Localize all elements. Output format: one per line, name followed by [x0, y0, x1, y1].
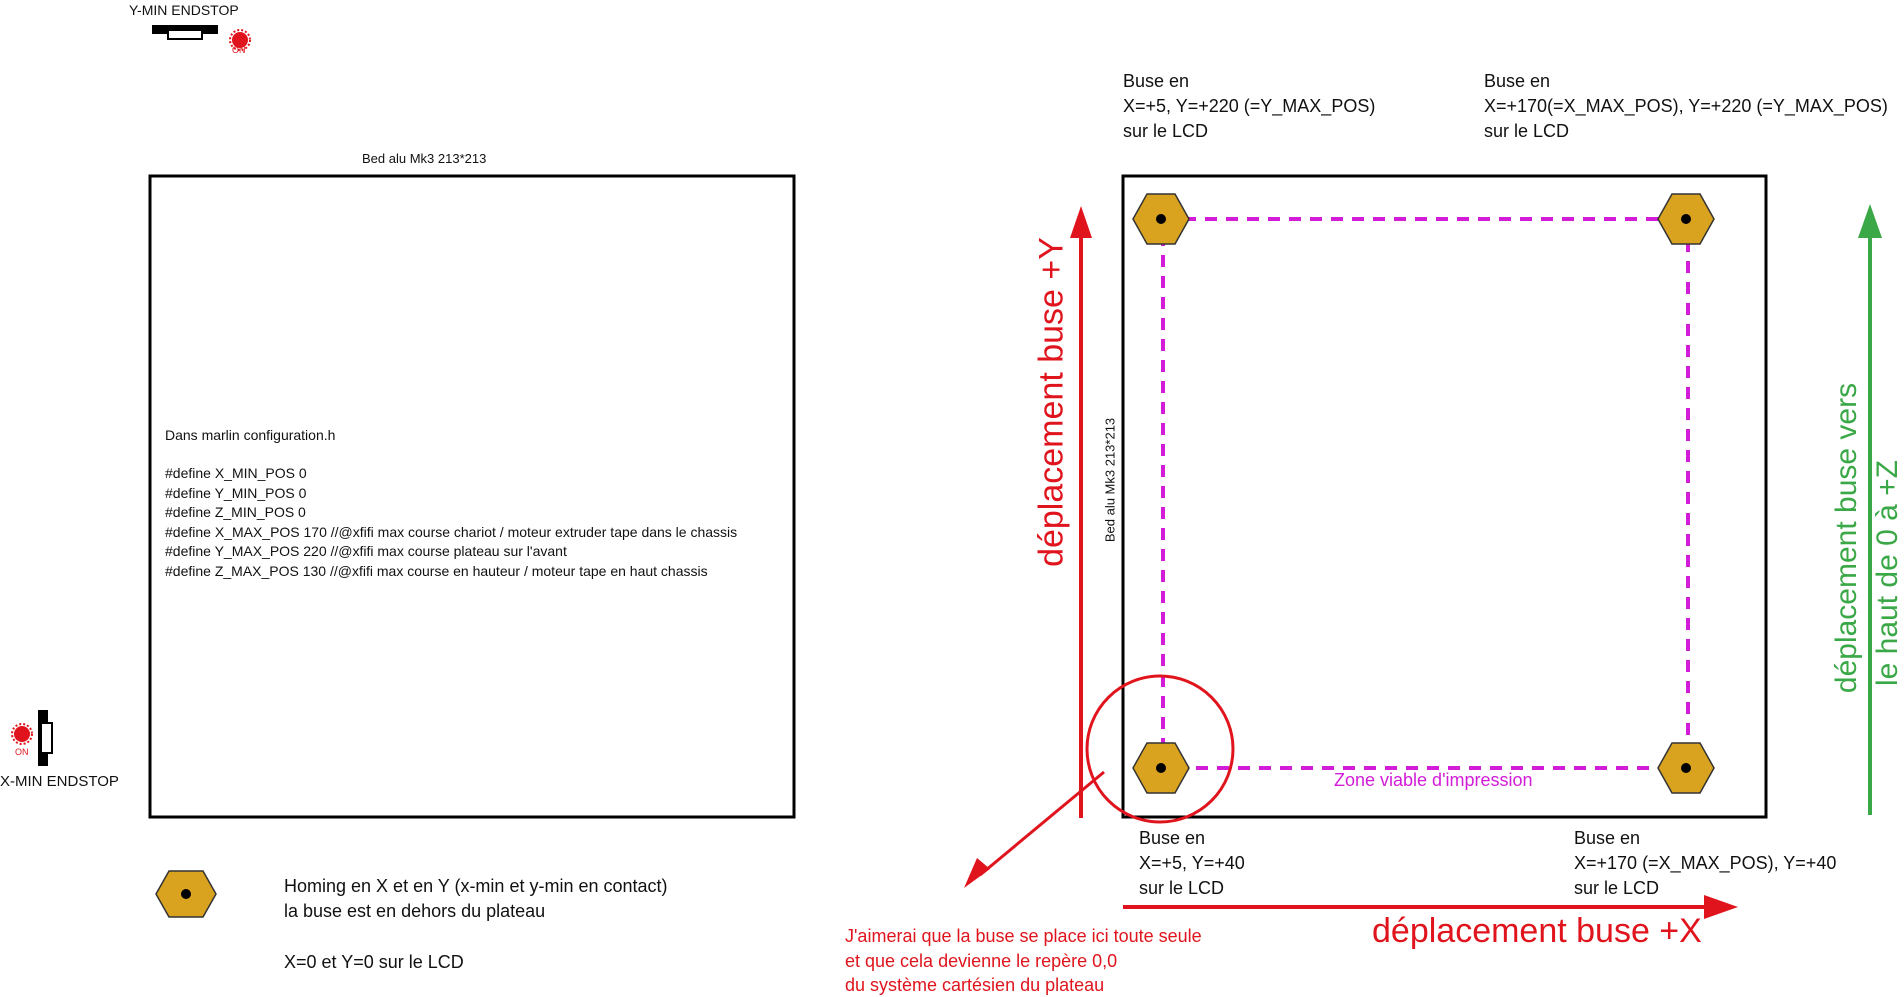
nozzle-top-right-icon [1658, 194, 1714, 244]
homing-line-2: la buse est en dehors du plateau [284, 901, 546, 921]
config-line-4: #define X_MAX_POS 170 //@xfifi max course chariot / moteur extruder tape dans le chassis [165, 524, 738, 540]
note-pointer-arrow-icon [964, 772, 1104, 888]
x-endstop-label: X-MIN ENDSTOP [0, 773, 119, 790]
y-axis-label: déplacement buse +Y [1032, 237, 1071, 567]
right-bed-label-vertical: Bed alu Mk3 213*213 [1102, 417, 1118, 543]
nozzle-top-left-icon [1133, 194, 1189, 244]
left-bed-label: Bed alu Mk3 213*213 [362, 151, 487, 166]
bottom-left-label-3: sur le LCD [1139, 878, 1225, 898]
bottom-right-label-2: X=+170 (=X_MAX_POS), Y=+40 [1574, 853, 1837, 873]
config-line-2: #define Y_MIN_POS 0 [165, 485, 307, 501]
bottom-left-label-1: Buse en [1139, 828, 1206, 848]
bottom-right-label-3: sur le LCD [1574, 878, 1660, 898]
printable-zone-outline [1163, 219, 1688, 768]
top-right-label-3: sur le LCD [1484, 121, 1570, 141]
y-endstop-icon [152, 25, 218, 39]
z-axis-label-2: le haut de 0 à +Z [1871, 460, 1904, 686]
note-line-2: et que cela devienne le repère 0,0 [845, 951, 1118, 971]
nozzle-bottom-right-icon [1658, 743, 1714, 793]
top-right-label-2: X=+170(=X_MAX_POS), Y=+220 (=Y_MAX_POS) [1484, 96, 1888, 116]
top-left-label-2: X=+5, Y=+220 (=Y_MAX_POS) [1123, 96, 1376, 116]
x-endstop-state: ON [15, 747, 29, 757]
right-bed-outline [1123, 176, 1766, 817]
top-right-label-1: Buse en [1484, 71, 1551, 91]
y-axis-arrow-icon [1070, 206, 1092, 818]
y-endstop-state: ON [232, 45, 246, 55]
homing-nozzle-icon [156, 871, 216, 917]
y-endstop-label: Y-MIN ENDSTOP [129, 2, 239, 18]
config-line-5: #define Y_MAX_POS 220 //@xfifi max course plateau sur l'avant [165, 543, 567, 559]
x-endstop-icon [38, 710, 52, 766]
bottom-right-label-1: Buse en [1574, 828, 1641, 848]
bottom-left-label-2: X=+5, Y=+40 [1139, 853, 1245, 873]
config-title: Dans marlin configuration.h [165, 427, 336, 443]
note-line-3: du système cartésien du plateau [845, 975, 1105, 995]
note-line-1: J'aimerai que la buse se place ici toute seule [845, 926, 1202, 946]
zone-label: Zone viable d'impression [1334, 770, 1533, 790]
nozzle-bottom-left-icon [1133, 743, 1189, 793]
z-axis-label-1: déplacement buse vers [1830, 382, 1863, 694]
config-line-3: #define Z_MIN_POS 0 [165, 504, 306, 520]
x-axis-label: déplacement buse +X [1372, 912, 1702, 950]
x-endstop-led-on-icon [12, 724, 32, 744]
config-line-1: #define X_MIN_POS 0 [165, 465, 307, 481]
homing-line-3: X=0 et Y=0 sur le LCD [284, 952, 464, 972]
top-left-label-3: sur le LCD [1123, 121, 1209, 141]
config-line-6: #define Z_MAX_POS 130 //@xfifi max course en hauteur / moteur tape en haut chassis [165, 563, 708, 579]
top-left-label-1: Buse en [1123, 71, 1190, 91]
homing-line-1: Homing en X et en Y (x-min et y-min en contact) [284, 876, 668, 896]
